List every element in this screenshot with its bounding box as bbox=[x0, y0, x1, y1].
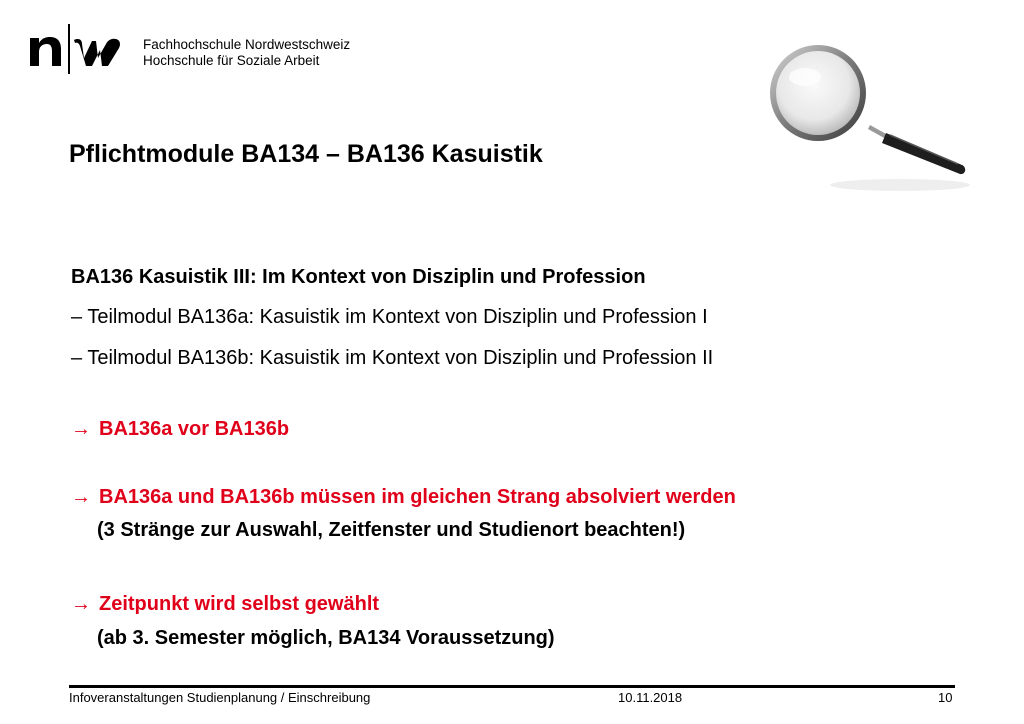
institution-name bbox=[143, 37, 350, 69]
note-timing-text: Zeitpunkt wird selbst gewählt bbox=[99, 593, 380, 615]
page-number: 10 bbox=[938, 690, 953, 705]
note-timing bbox=[71, 593, 379, 616]
module-heading: BA136 Kasuistik III: Im Kontext von Disziplin und Profession bbox=[71, 266, 646, 288]
note-timing-sub: (ab 3. Semester möglich, BA134 Voraussetzung) bbox=[97, 627, 555, 649]
slide-title: Pflichtmodule BA134 – BA136 Kasuistik bbox=[69, 140, 543, 168]
institution-line1: Fachhochschule Nordwestschweiz bbox=[143, 37, 351, 52]
fhnw-logo-icon bbox=[28, 22, 128, 76]
note-strand-text: BA136a und BA136b müssen im gleichen Strang absolviert werden bbox=[99, 486, 736, 508]
arrow-right-icon: → bbox=[71, 418, 91, 440]
footer-date: 10.11.2018 bbox=[618, 690, 683, 705]
note-order-text: BA136a vor BA136b bbox=[99, 418, 290, 440]
arrow-right-icon: → bbox=[71, 486, 91, 508]
submodule-b: – Teilmodul BA136b: Kasuistik im Kontext von Disziplin und Profession II bbox=[71, 347, 714, 369]
note-order bbox=[71, 418, 289, 441]
footer-divider bbox=[69, 685, 955, 688]
note-strand bbox=[71, 486, 736, 509]
submodule-a: – Teilmodul BA136a: Kasuistik im Kontext von Disziplin und Profession I bbox=[71, 306, 708, 328]
institution-line2: Hochschule für Soziale Arbeit bbox=[143, 53, 320, 68]
note-strand-sub: (3 Stränge zur Auswahl, Zeitfenster und Studienort beachten!) bbox=[97, 519, 686, 541]
arrow-right-icon: → bbox=[71, 593, 91, 615]
footer-caption: Infoveranstaltungen Studienplanung / Einschreibung bbox=[69, 690, 371, 705]
magnifying-glass-icon bbox=[750, 25, 980, 195]
